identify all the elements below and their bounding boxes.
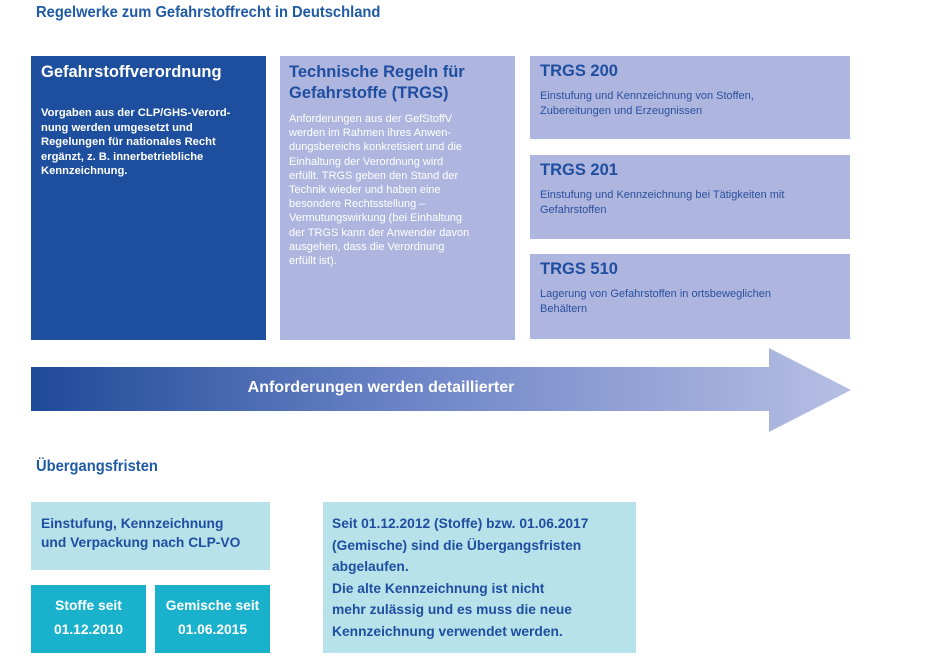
trgs-201-heading: TRGS 201 xyxy=(540,161,618,179)
trgs-heading: Technische Regeln für Gefahrstoffe (TRGS) xyxy=(289,63,465,102)
gefahrstoffverordnung-text: Vorgaben aus der CLP/GHS-Verord- nung werden umgesetzt und Regelungen für nationales Recht ergänzt, z. B. innerbetriebliche Kennzeichnung. xyxy=(41,107,231,177)
arrow-label: Anforderungen werden detaillierter xyxy=(247,379,515,396)
clp-box: Einstufung, Kennzeichnung und Verpackung nach CLP-VO xyxy=(31,502,270,570)
stoffe-date: 01.12.2010 xyxy=(53,622,124,637)
gemische-label: Gemische seit xyxy=(165,598,260,613)
stoffe-label: Stoffe seit xyxy=(55,598,122,613)
trgs-200-box xyxy=(530,56,850,139)
trgs-201-text: Einstufung und Kennzeichnung bei Tätigkeiten mit Gefahrstoffen xyxy=(540,189,785,216)
trgs-200-text: Einstufung und Kennzeichnung von Stoffen, Zubereitungen und Erzeugnissen xyxy=(540,90,754,117)
trgs-text: Anforderungen aus der GefStoffV werden im Rahmen ihres Anwen- dungsbereichs konkretisiert und die Einhaltung der Verordnung wird erfüllt. TRGS geben den Stand der Technik wieder und haben eine besondere Rechtsstellung – Vermutungswirkung (bei Einhaltung der TRGS kann der Anwender davon ausgehen, dass die Verordnung erfüllt ist). xyxy=(289,113,470,268)
trgs-201-box xyxy=(530,155,850,239)
page-title: Regelwerke zum Gefahrstoffrecht in Deutschland xyxy=(36,4,381,21)
gefahrstoffverordnung-box xyxy=(31,56,266,340)
gemische-date: 01.06.2015 xyxy=(177,622,248,637)
gemische-box xyxy=(155,585,270,653)
uebergangsfristen-heading: Übergangsfristen xyxy=(36,458,158,475)
trgs-510-text: Lagerung von Gefahrstoffen in ortsbeweglichen Behältern xyxy=(540,288,771,315)
trgs-box xyxy=(280,56,515,340)
trgs-510-heading: TRGS 510 xyxy=(540,260,618,278)
trgs-510-box xyxy=(530,254,850,339)
gefahrstoffverordnung-heading: Gefahrstoffverordnung xyxy=(41,63,222,81)
stoffe-box xyxy=(31,585,146,653)
fristen-info-box: Seit 01.12.2012 (Stoffe) bzw. 01.06.2017 (Gemische) sind die Übergangsfristen abgelaufen. Die alte Kennzeichnung ist nicht mehr zulässig und es muss die neue Kennzeichnung verwendet werden. xyxy=(323,502,636,653)
trgs-200-heading: TRGS 200 xyxy=(540,62,618,80)
